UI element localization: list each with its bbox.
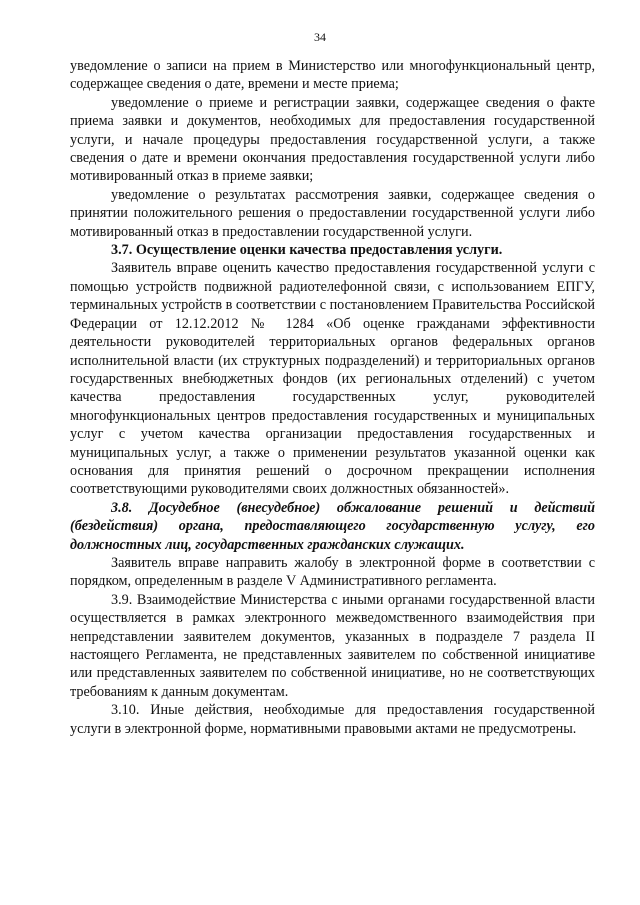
paragraph-result-notice: уведомление о результатах рассмотрения заявки, содержащее сведения о принятии положительного решения о предоставлении государственной услуги либо мотивированный отказ в предоставлении государственной услуги. xyxy=(70,186,595,240)
section-heading-3-8: 3.8. Досудебное (внесудебное) обжалование решений и действий (бездействия) органа, предоставляющего государственную услугу, его должностных лиц, государственных гражданских служащих. xyxy=(70,499,595,553)
paragraph-3-9-interaction: 3.9. Взаимодействие Министерства с иными органами государственной власти осуществляется в рамках электронного межведомственного взаимодействия при непредставлении заявителем документов, указанных в подразделе 7 раздела II настоящего Регламента, не представленных заявителем по собственной инициативе или представленных заявителем по собственной инициативе, но не соответствующих требованиям к данным документам. xyxy=(70,591,595,700)
page-number: 34 xyxy=(314,30,326,44)
paragraph-3-10-other-actions: 3.10. Иные действия, необходимые для предоставления государственной услуги в электронной форме, нормативными правовыми актами не предусмотрены. xyxy=(70,702,595,737)
paragraph-appointment-notice: уведомление о записи на прием в Министерство или многофункциональный центр, содержащее сведения о дате, времени и месте приема; xyxy=(70,58,595,93)
paragraph-complaint: Заявитель вправе направить жалобу в электронной форме в соответствии с порядком, определенным в разделе V Административного регламента. xyxy=(70,554,595,590)
paragraph-registration-notice: уведомление о приеме и регистрации заявки, содержащее сведения о факте приема заявки и документов, необходимых для предоставления государственной услуги, и начале процедуры предоставления государственной услуги, а также сведения о дате и времени окончания предоставления государственной услуги либо мотивированный отказ в приеме заявки; xyxy=(70,94,595,185)
paragraph-quality-assessment: Заявитель вправе оценить качество предоставления государственной услуги с помощью устройств подвижной радиотелефонной связи, с использованием ЕПГУ, терминальных устройств в соответствии с постановлением Правительства Российской Федерации от 12.12.2012 № 1284 «Об оценке гражданами эффективности деятельности руководителей территориальных органов федеральных органов исполнительной власти (их структурных подразделений) и территориальных органов государственных внебюджетных фондов (их региональных отделений) с учетом качества предоставления государственных услуг, руководителей многофункциональных центров предоставления государственных и муниципальных услуг с учетом качества организации предоставления государственных и муниципальных услуг, а также о применении результатов указанной оценки как основания для принятия решений о досрочном прекращении исполнения соответствующими руководителями своих должностных обязанностей». xyxy=(70,260,595,498)
document-body xyxy=(70,57,595,738)
section-heading-3-7: 3.7. Осуществление оценки качества предоставления услуги. xyxy=(111,242,503,259)
